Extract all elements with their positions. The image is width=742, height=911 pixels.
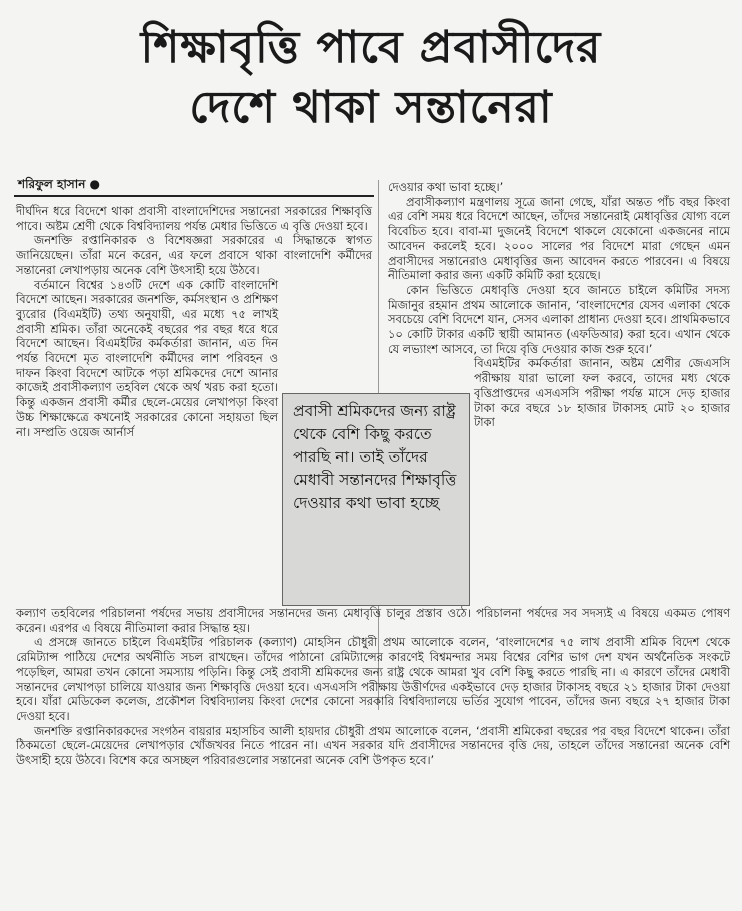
headline-line-2: দেশে থাকা সন্তানেরা [189,82,553,133]
paragraph: জনশক্তি রপ্তানিকারক ও বিশেষজ্ঞরা সরকারের এ সিদ্ধান্তকে স্বাগত জানিয়েছেন। তাঁরা মনে করেন, এর ফলে প্রবাসে থাকা বাংলাদেশি কর্মীদের সন্তানেরা লেখাপড়ায় অনেক বেশি উৎসাহী হয়ে উঠবে। [16,233,372,277]
pull-quote: প্রবাসী শ্রমিকদের জন্য রাষ্ট্র থেকে বেশি কিছু করতে পারছি না। তাই তাঁদের মেধাবী সন্তানদের শিক্ষাবৃত্তি দেওয়ার কথা ভাবা হচ্ছে [282,393,470,606]
headline-line-1: শিক্ষাবৃত্তি পাবে প্রবাসীদের [140,22,602,73]
paragraph: বিএমইটির কর্মকর্তারা জানান, অষ্টম শ্রেণীর জেএসসি পরীক্ষায় যারা ভালো ফল করবে, তাদের মধ্য থেকে বৃত্তিপ্রাপ্তদের এসএসসি পরীক্ষা পর্যন্ত মাসে দেড় হাজার টাকা করে বছরে ১৮ হাজার টাকাসহ মোট ২০ হাজার টাকা [474,356,730,430]
article-column-right [388,180,730,430]
paragraph: দীর্ঘদিন ধরে বিদেশে থাকা প্রবাসী বাংলাদেশিদের সন্তানেরা সরকারের শিক্ষাবৃত্তি পাবে। অষ্টম শ্রেণী থেকে বিশ্ববিদ্যালয় পর্যন্ত মেধার ভিত্তিতে এ বৃত্তি দেওয়া হবে। [16,204,372,233]
paragraph: এ প্রসঙ্গে জানতে চাইলে বিএমইটির পরিচালক (কল্যাণ) মোহসিন চৌধুরী প্রথম আলোকে বলেন, ‘বাংলাদেশের ৭৫ লাখ প্রবাসী শ্রমিক বিদেশ থেকে রেমিট্যান্স পাঠিয়ে দেশের অর্থনীতি সচল রাখছেন। তাঁদের পাঠানো রেমিট্যান্সের কারণেই বিশ্বমন্দার সময় বিশ্বের বেশির ভাগ দেশ যখন অর্থনৈতিক সংকটে পড়েছিল, আমরা তখন কোনো সমস্যায় পড়িনি। কিন্তু সেই প্রবাসী শ্রমিকদের জন্য রাষ্ট্র থেকে আমরা খুব বেশি কিছু করতে পারছি না। এ কারণে তাঁদের মেধাবী সন্তানদের লেখাপড়া চালিয়ে যাওয়ার জন্য শিক্ষাবৃত্তি দেওয়া হবে। এসএসসি পরীক্ষায় উত্তীর্ণদের একইভাবে দেড় হাজার টাকাসহ বছরে ২১ হাজার টাকা দেওয়া হবে। যাঁরা মেডিকেল কলেজ, প্রকৌশল বিশ্ববিদ্যালয় কিংবা দেশের কোনো সরকারি বিশ্ববিদ্যালয়ে ভর্তির সুযোগ পাবেন, তাঁদের জন্য বছরে ২৭ হাজার টাকা দেওয়া হবে। [16,635,730,723]
article-column-bottom [16,606,730,768]
paragraph: কল্যাণ তহবিলের পরিচালনা পর্ষদের সভায় প্রবাসীদের সন্তানদের জন্য মেধাবৃত্তি চালুর প্রস্তাব ওঠে। পরিচালনা পর্ষদের সব সদস্যই এ বিষয়ে একমত পোষণ করেন। এরপর এ বিষয়ে নীতিমালা করার সিদ্ধান্ত হয়। [16,606,730,635]
paragraph: দেওয়ার কথা ভাবা হচ্ছে।’ [388,180,504,194]
paragraph: কোন ভিত্তিতে মেধাবৃত্তি দেওয়া হবে জানতে চাইলে কমিটির সদস্য মিজানুর রহমান প্রথম আলোকে জানান, ‘বাংলাদেশের যেসব এলাকা থেকে সবচেয়ে বেশি বিদেশে যান, সেসব এলাকা প্রাধান্য দেওয়া হবে। প্রাথমিকভাবে ১০ কোটি টাকার একটি স্থায়ী আমানত (এফডিআর) করা হবে। এখান থেকে যে লভ্যাংশ আসবে, তা দিয়ে বৃত্তি দেওয়ার কাজ শুরু হবে।’ [388,282,730,356]
paragraph: বর্তমানে বিশ্বের ১৪৩টি দেশে এক কোটি বাংলাদেশি বিদেশে আছেন। সরকারের জনশক্তি, কর্মসংস্থান ও প্রশিক্ষণ ব্যুরোর (বিএমইটি) তথ্য অনুযায়ী, এর মধ্যে ৭৫ লাখই প্রবাসী শ্রমিক। তাঁরা অনেকেই বছরের পর বছর ধরে ধরে বিদেশে আছেন। বিএমইটির কর্মকর্তারা জানান, এত দিন পর্যন্ত বিদেশে মৃত বাংলাদেশি কর্মীদের লাশ পরিবহন ও দাফন কিংবা বিদেশে আটকে পড়া শ্রমিকদের দেশে আনার কাজেই প্রবাসীকল্যাণ তহবিল থেকে অর্থ খরচ করা হতো। কিন্তু একজন প্রবাসী কর্মীর ছেলে-মেয়ের লেখাপড়া কিংবা উচ্চ শিক্ষাক্ষেত্রে কখনোই সরকারের কোনো সহায়তা ছিল না। সম্প্রতি ওয়েজ আর্নার্স [16,277,278,439]
paragraph: জনশক্তি রপ্তানিকারকদের সংগঠন বায়রার মহাসচিব আলী হায়দার চৌধুরী প্রথম আলোকে বলেন, ‘প্রবাসী শ্রমিকেরা বছরের পর বছর বিদেশে থাকেন। তাঁরা ঠিকমতো ছেলে-মেয়েদের লেখাপড়ার খোঁজখবর নিতে পারেন না। এখন সরকার যদি প্রবাসীদের সন্তানদের বৃত্তি দেয়, তাহলে তাঁদের সন্তানেরা অনেক বেশি উৎসাহী হয়ে উঠবে। বিশেষ করে অসচ্ছল পরিবারগুলোর সন্তানেরা অনেক বেশি উপকৃত হবে।’ [16,723,730,768]
headline [0,18,742,138]
byline: শরিফুল হাসান ● [18,177,101,191]
byline-rule [14,195,374,197]
paragraph: প্রবাসীকল্যাণ মন্ত্রণালয় সূত্রে জানা গেছে, যাঁরা অন্তত পাঁচ বছর কিংবা এর বেশি সময় ধরে বিদেশে আছেন, তাঁদের সন্তানেরাই মেধাবৃত্তির যোগ্য বলে বিবেচিত হবে। বাবা-মা দুজনেই বিদেশে থাকলে যেকোনো একজনের নামে আবেদন করলেই হবে। ২০০০ সালের পর বিদেশে মারা গেছেন এমন প্রবাসীদের সন্তানেরাও মেধাবৃত্তির জন্য আবেদন করতে পারবেন। এ বিষয়ে নীতিমালা করার জন্য একটি কমিটি করা হয়েছে। [388,194,730,283]
